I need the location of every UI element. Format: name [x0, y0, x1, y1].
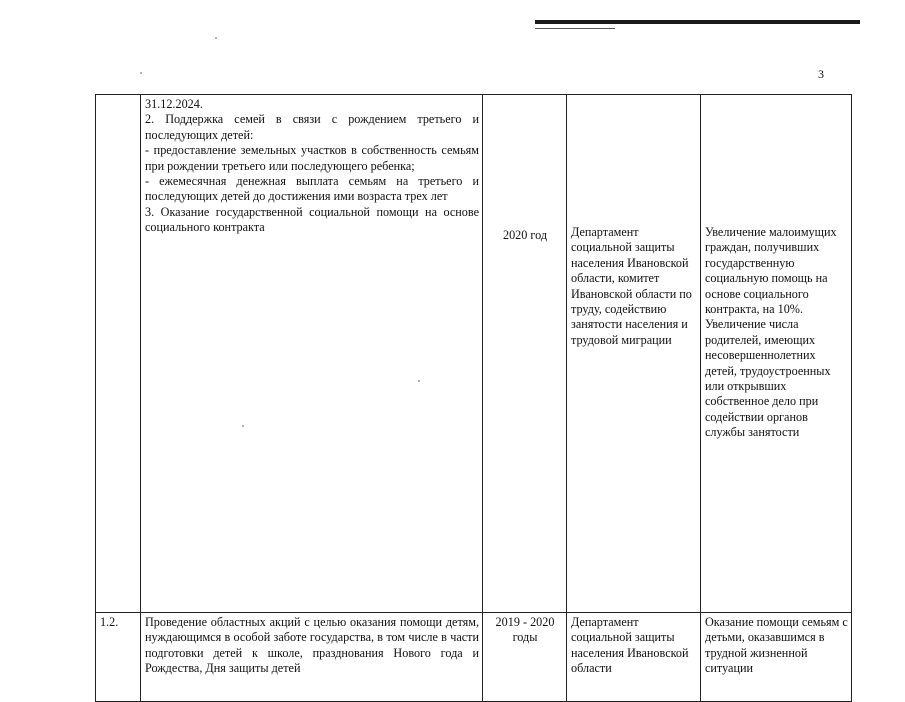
event-line: 31.12.2024.: [145, 97, 203, 111]
event-result: Оказание помощи семьям с детьми, оказавшимся в трудной жизненной ситуации: [701, 613, 852, 702]
header-rule-thin: [535, 28, 615, 29]
row-number: 1.2.: [96, 613, 141, 702]
header-rule: [535, 20, 860, 24]
scan-speck: [215, 37, 217, 39]
event-term: 2020 год: [483, 95, 567, 613]
event-result: Увеличение малоимущих граждан, получивших государственную социальную помощь на основе социального контракта, на 10%. Увеличение числа родителей, имеющих несовершеннолетних детей, трудоустроенных или открывших собственное дело при содействии органов службы занятости: [701, 95, 852, 613]
event-description: [141, 613, 483, 702]
event-line: - ежемесячная денежная выплата семьям на третьего и последующих детей до достижения ими возраста трех лет: [145, 174, 479, 204]
event-line: - предоставление земельных участков в собственность семьям при рождении третьего или последующего ребенка;: [145, 143, 479, 173]
table-row: [96, 95, 852, 613]
event-executor: Департамент социальной защиты населения Ивановской области: [567, 613, 701, 702]
event-line: 3. Оказание государственной социальной помощи на основе социального контракта: [145, 204, 479, 235]
event-executor: Департамент социальной защиты населения Ивановской области, комитет Ивановской области по труду, содействию занятости населения и трудовой миграции: [567, 95, 701, 613]
scan-speck: [418, 380, 420, 382]
measures-table: [95, 94, 852, 702]
table-row: [96, 613, 852, 702]
event-term: 2019 - 2020 годы: [483, 613, 567, 702]
scan-speck: [242, 425, 244, 427]
event-description: [141, 95, 483, 613]
row-number: [96, 95, 141, 613]
event-line: Проведение областных акций с целью оказания помощи детям, нуждающимся в особой заботе государства, в том числе в части подготовки детей к школе, празднования Нового года и Рождества, Дня защиты детей: [145, 615, 479, 676]
page-number: 3: [818, 67, 824, 81]
scan-speck: [140, 72, 142, 74]
event-line: 2. Поддержка семей в связи с рождением третьего и последующих детей:: [145, 112, 479, 142]
